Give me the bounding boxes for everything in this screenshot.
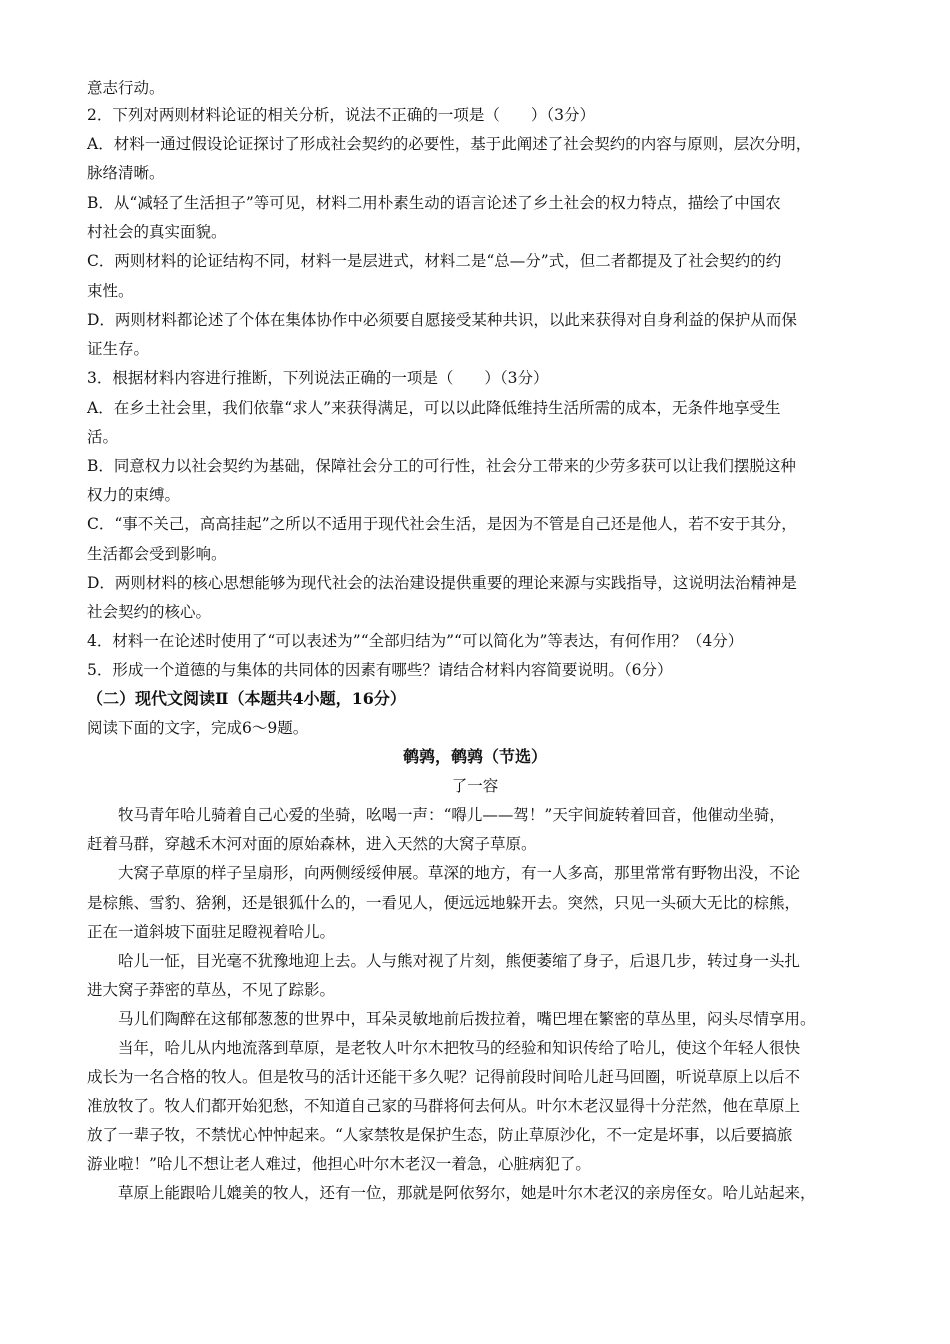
option-2a: A．材料一通过假设论证探讨了形成社会契约的必要性，基于此阐述了社会契约的内容与原则，层次分明， xyxy=(87,135,812,153)
article-author: 了一容 xyxy=(451,777,499,795)
article-title: 鹌鹑，鹌鹑（节选） xyxy=(402,747,547,766)
option-2d: D．两则材料都论述了个体在集体协作中必须要自愿接受某种共识，以此来获得对自身利益的保护从而保 xyxy=(87,311,797,329)
text-line: 权力的束缚。 xyxy=(87,486,181,504)
option-2b: B．从“减轻了生活担子”等可见，材料二用朴素生动的语言论述了乡土社会的权力特点，描绘了中国农 xyxy=(87,194,781,212)
paragraph-line: 进大窝子莽密的草丛，不见了踪影。 xyxy=(87,981,336,999)
paragraph-line: 大窝子草原的样子呈扇形，向两侧绥绥伸展。草深的地方，有一人多高，那里常常有野物出没，不论 xyxy=(118,864,801,882)
paragraph-line: 哈儿一怔，目光毫不犹豫地迎上去。人与熊对视了片刻，熊便萎缩了身子，后退几步，转过身一头扎 xyxy=(118,952,801,970)
question-5: 5．形成一个道德的与集体的共同体的因素有哪些？请结合材料内容简要说明。（6分） xyxy=(87,661,673,679)
instruction: 阅读下面的文字，完成6～9题。 xyxy=(87,719,309,737)
paragraph-line: 正在一道斜坡下面驻足瞪视着哈儿。 xyxy=(87,923,336,941)
option-3b: B．同意权力以社会契约为基础，保障社会分工的可行性，社会分工带来的少劳多获可以让我们摆脱这种 xyxy=(87,457,796,475)
text-line: 意志行动。 xyxy=(87,79,165,97)
option-2c: C．两则材料的论证结构不同，材料一是层进式，材料二是“总—分”式，但二者都提及了社会契约的约 xyxy=(87,252,782,270)
text-line: 社会契约的核心。 xyxy=(87,603,212,621)
question-2: 2．下列对两则材料论证的相关分析，说法不正确的一项是（ ）（3分） xyxy=(87,106,595,124)
paragraph-line: 马儿们陶醉在这郁郁葱葱的世界中，耳朵灵敏地前后拨拉着，嘴巴埋在繁密的草丛里，闷头尽情享用。 xyxy=(118,1010,816,1028)
question-4: 4．材料一在论述时使用了“可以表述为”“全部归结为”“可以简化为”等表达，有何作用？（4分） xyxy=(87,632,744,650)
paragraph-line: 赶着马群，穿越禾木河对面的原始森林，进入天然的大窝子草原。 xyxy=(87,835,537,853)
section-heading: （二）现代文阅读Ⅱ（本题共4小题，16分） xyxy=(87,689,406,708)
option-3c: C．“事不关己，高高挂起”之所以不适用于现代社会生活，是因为不管是自己还是他人，若不安于其分， xyxy=(87,515,797,533)
paragraph-line: 是棕熊、雪豹、猞猁，还是银狐什么的，一看见人，便远远地躲开去。突然，只见一头硕大无比的棕熊， xyxy=(87,894,801,912)
paragraph-line: 准放牧了。牧人们都开始犯愁，不知道自己家的马群将何去何从。叶尔木老汉显得十分茫然，他在草原上 xyxy=(87,1097,801,1115)
option-3d: D．两则材料的核心思想能够为现代社会的法治建设提供重要的理论来源与实践指导，这说明法治精神是 xyxy=(87,574,797,592)
text-line: 生活都会受到影响。 xyxy=(87,545,227,563)
paragraph-line: 游业啦！”哈儿不想让老人难过，他担心叶尔木老汉一着急，心脏病犯了。 xyxy=(87,1155,591,1173)
paragraph-line: 成长为一名合格的牧人。但是牧马的活计还能干多久呢？记得前段时间哈儿赶马回圈，听说草原上以后不 xyxy=(87,1068,801,1086)
paragraph-line: 牧马青年哈儿骑着自己心爱的坐骑，吆喝一声：“嘚儿——驾！”天宇间旋转着回音，他催动坐骑， xyxy=(118,806,785,824)
question-3: 3．根据材料内容进行推断，下列说法正确的一项是（ ）（3分） xyxy=(87,369,549,387)
text-line: 证生存。 xyxy=(87,340,150,358)
paragraph-line: 当年，哈儿从内地流落到草原，是老牧人叶尔木把牧马的经验和知识传给了哈儿，使这个年轻人很快 xyxy=(118,1039,801,1057)
text-line: 村社会的真实面貌。 xyxy=(87,223,227,241)
text-line: 活。 xyxy=(87,428,119,446)
paragraph-line: 放了一辈子牧，不禁忧心忡忡起来。“人家禁牧是保护生态，防止草原沙化，不一定是坏事，以后要搞旅 xyxy=(87,1126,793,1144)
text-line: 脉络清晰。 xyxy=(87,164,165,182)
option-3a: A．在乡土社会里，我们依靠“求人”来获得满足，可以以此降低维持生活所需的成本，无条件地享受生 xyxy=(87,399,781,417)
paragraph-line: 草原上能跟哈儿媲美的牧人，还有一位，那就是阿依努尔，她是叶尔木老汉的亲房侄女。哈儿站起来， xyxy=(118,1184,816,1202)
text-line: 束性。 xyxy=(87,282,134,300)
